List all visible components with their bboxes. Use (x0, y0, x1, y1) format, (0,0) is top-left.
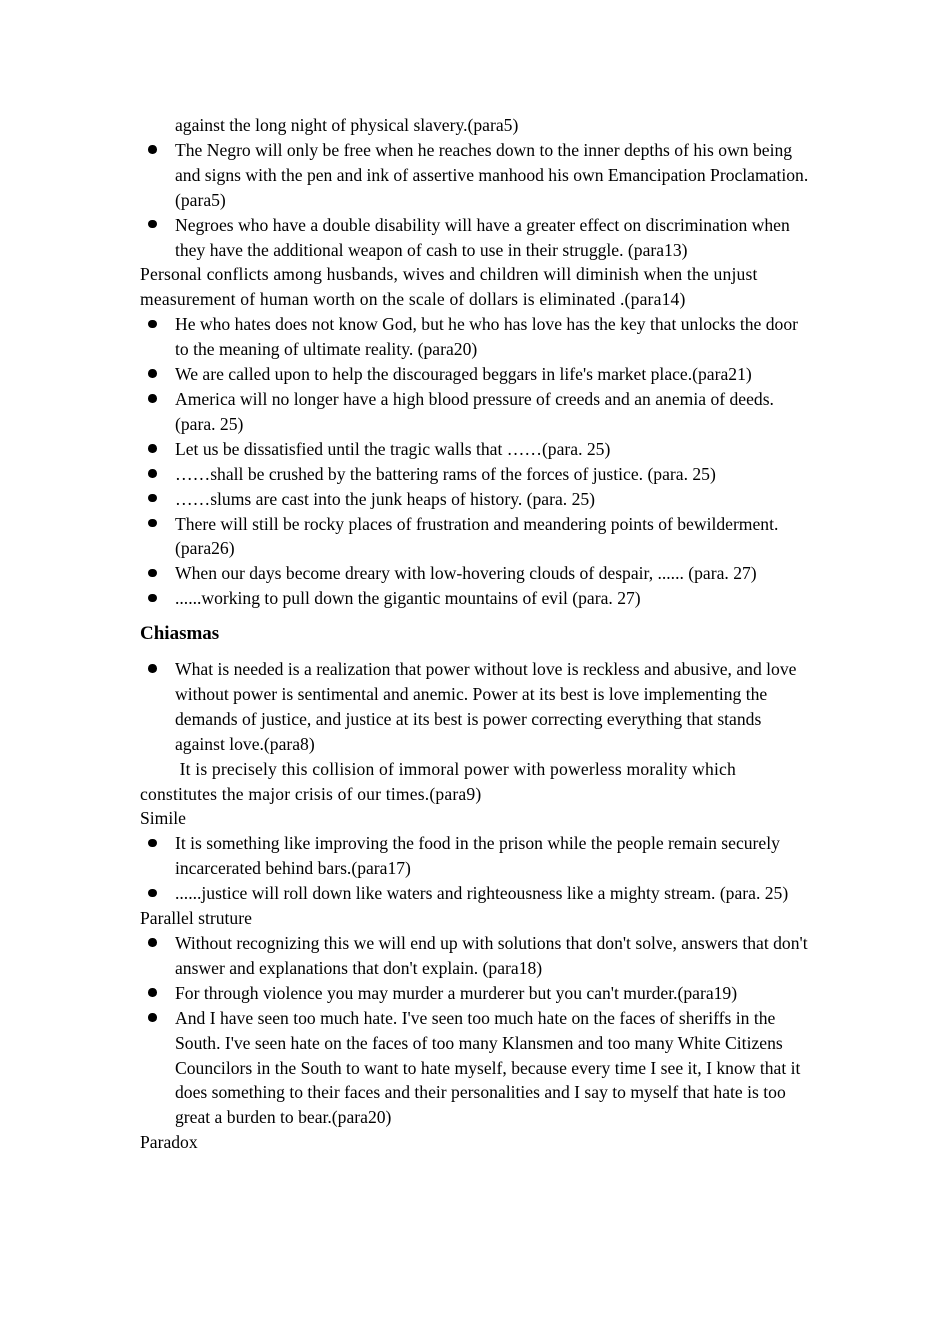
bullet-point-icon (148, 881, 158, 906)
bullet-murder-a-murderer (140, 981, 812, 1006)
bullet-text: What is needed is a realization that power without love is reckless and abusive, and love without power is sentimental and anemic. Power at its best is love implementing the demands of justice, and justice at its best is power correcting everything that stands against love.(para8) (175, 659, 801, 754)
bullet-tragic-walls (140, 437, 812, 462)
bullet-double-disability (140, 213, 812, 263)
document-body (140, 113, 812, 1155)
paragraph-personal-conflicts: Personal conflicts among husbands, wives and children will diminish when the unjust measurement of human worth on the scale of dollars is eliminated .(para14) (140, 264, 763, 310)
bullet-point-icon (148, 213, 158, 238)
bullet-seen-too-much-hate (140, 1006, 812, 1131)
bullet-text: He who hates does not know God, but he who has love has the key that unlocks the door to the meaning of ultimate reality. (para20) (175, 314, 803, 360)
bullet-point-icon (148, 387, 158, 412)
bullet-text: ......working to pull down the gigantic mountains of evil (para. 27) (175, 588, 641, 609)
bullet-list-group-1 (140, 138, 812, 263)
paragraph-immoral-power: It is precisely this collision of immoral power with powerless morality which constitutes the major crisis of our times.(para9) (140, 758, 741, 804)
bullet-text: Without recognizing this we will end up with solutions that don't solve, answers that don't answer and explanations that don't explain. (para18) (175, 933, 812, 978)
bullet-text: It is something like improving the food in the prison while the people remain securely incarcerated behind bars.(para17) (175, 833, 785, 879)
bullet-text: ……shall be crushed by the battering rams of the forces of justice. (para. 25) (175, 463, 716, 484)
bullet-battering-rams (140, 462, 812, 487)
bullet-dreary-days (140, 561, 812, 586)
bullet-blood-pressure-creeds (140, 387, 812, 437)
bullet-text: The Negro will only be free when he reaches down to the inner depths of his own being and signs with the pen and ink of assertive manhood his own Emancipation Proclamation.(para5) (175, 139, 809, 210)
bullet-slums-junk-heaps (140, 487, 812, 512)
label-parallel-structure: Parallel struture (140, 908, 252, 929)
bullet-point-icon (148, 512, 158, 537)
continuation-physical-slavery: against the long night of physical slavery.(para5) (175, 115, 519, 135)
bullet-text: America will no longer have a high blood pressure of creeds and an anemia of deeds. (para. 25) (175, 388, 779, 434)
bullet-rocky-places (140, 512, 812, 562)
heading-chiasmas: Chiasmas (140, 623, 220, 645)
bullet-text: Negroes who have a double disability will have a greater effect on discrimination when they have the additional weapon of cash to use in their struggle. (para13) (175, 214, 795, 260)
bullet-point-icon (148, 561, 158, 586)
bullet-text: ……slums are cast into the junk heaps of history. (para. 25) (175, 488, 596, 509)
bullet-point-icon (148, 1006, 158, 1031)
bullet-text: For through violence you may murder a murderer but you can't murder.(para19) (175, 982, 738, 1003)
bullet-mountains-of-evil (140, 586, 812, 611)
bullet-list-group-2 (140, 312, 812, 611)
bullet-solutions-that-dont-solve (140, 931, 812, 981)
bullet-point-icon (148, 657, 158, 682)
bullet-point-icon (148, 586, 158, 611)
bullet-point-icon (148, 981, 158, 1006)
bullet-point-icon (148, 487, 158, 512)
bullet-list-group-5 (140, 931, 812, 1130)
bullet-improving-food-prison (140, 831, 812, 881)
label-simile: Simile (140, 808, 186, 829)
bullet-he-who-hates (140, 312, 812, 362)
bullet-emancipation-proclamation (140, 138, 812, 213)
bullet-point-icon (148, 312, 158, 337)
bullet-list-group-4 (140, 831, 812, 906)
bullet-point-icon (148, 831, 158, 856)
bullet-justice-roll-down (140, 881, 812, 906)
bullet-power-without-love (140, 657, 812, 757)
bullet-point-icon (148, 437, 158, 462)
label-paradox: Paradox (140, 1132, 198, 1153)
bullet-text: When our days become dreary with low-hovering clouds of despair, ...... (para. 27) (175, 563, 757, 584)
bullet-point-icon (148, 362, 158, 387)
bullet-text: There will still be rocky places of frustration and meandering points of bewilderment.(para26) (175, 513, 779, 559)
bullet-text: ......justice will roll down like waters and righteousness like a mighty stream. (para. 25) (175, 883, 789, 904)
bullet-point-icon (148, 462, 158, 487)
bullet-text: And I have seen too much hate. I've seen too much hate on the faces of sheriffs in the South. I've seen hate on the faces of too many Klansmen and too many White Citizens Councilors in the South to want to hate myself, because every time I see it, I know that it does something to their faces and their personalities and I say to myself that hate is too great a burden to bear.(para20) (175, 1007, 805, 1128)
bullet-point-icon (148, 138, 158, 163)
bullet-text: Let us be dissatisfied until the tragic walls that ……(para. 25) (175, 438, 611, 459)
bullet-list-group-3 (140, 657, 812, 757)
bullet-text: We are called upon to help the discouraged beggars in life's market place.(para21) (175, 364, 752, 385)
bullet-discouraged-beggars (140, 362, 812, 387)
bullet-point-icon (148, 931, 158, 956)
